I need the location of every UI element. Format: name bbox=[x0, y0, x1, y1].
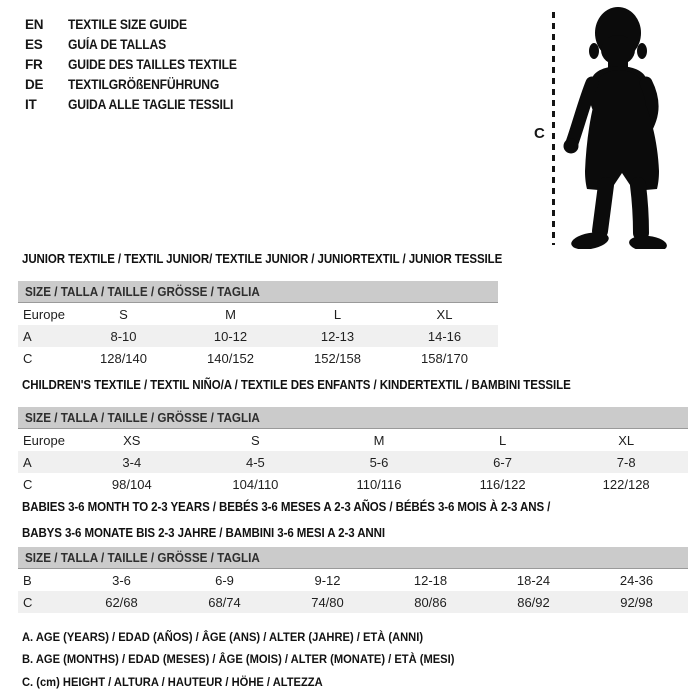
table-row bbox=[18, 347, 498, 369]
section-title-babies bbox=[22, 493, 609, 545]
table-row bbox=[18, 325, 498, 347]
legend-line-a bbox=[22, 626, 502, 648]
age-cell: 6-9 bbox=[215, 572, 234, 588]
size-cell: L bbox=[333, 306, 342, 322]
language-list bbox=[25, 15, 256, 114]
section-title-text: CHILDREN'S TEXTILE / TEXTIL NIÑO/A / TEXTILE DES ENFANTS / KINDERTEXTIL / BAMBINI TESSILE bbox=[22, 377, 571, 392]
table-header-bar bbox=[18, 547, 688, 569]
size-cell: L bbox=[498, 432, 507, 448]
table-row bbox=[18, 569, 688, 591]
table-header-text: SIZE / TALLA / TAILLE / GRÖSSE / TAGLIA bbox=[25, 284, 260, 299]
babies-size-table bbox=[18, 547, 688, 613]
lang-code: FR bbox=[25, 56, 43, 72]
height-cell: 152/158 bbox=[314, 350, 361, 366]
age-cell: 12-13 bbox=[320, 328, 355, 344]
size-cell: M bbox=[225, 306, 236, 322]
height-cell: 92/98 bbox=[620, 594, 653, 610]
section-title-text: BABYS 3-6 MONATE BIS 2-3 JAHRE / BAMBINI 3-6 MESI A 2-3 ANNI bbox=[22, 524, 385, 540]
height-cell: 110/116 bbox=[356, 476, 402, 492]
lang-code: ES bbox=[25, 37, 43, 53]
age-cell: 8-10 bbox=[110, 328, 137, 344]
size-cell: S bbox=[119, 306, 128, 322]
height-cell: 116/122 bbox=[479, 476, 526, 492]
row-label: C bbox=[23, 594, 33, 610]
section-title-junior bbox=[22, 251, 556, 266]
table-row bbox=[18, 303, 498, 325]
size-cell: S bbox=[251, 432, 260, 448]
height-cell: 104/110 bbox=[232, 476, 279, 492]
lang-row-en bbox=[25, 15, 256, 35]
lang-code: EN bbox=[25, 17, 44, 33]
size-cell: XL bbox=[436, 306, 453, 322]
row-label: C bbox=[23, 476, 33, 492]
baby-silhouette bbox=[562, 5, 682, 249]
age-cell: 3-6 bbox=[112, 572, 131, 588]
legend-line-c bbox=[22, 671, 502, 693]
lang-row-de bbox=[25, 74, 256, 94]
height-cell: 98/104 bbox=[111, 476, 152, 492]
lang-label: GUIDE DES TAILLES TEXTILE bbox=[68, 56, 237, 72]
height-measure-dotted-line bbox=[552, 12, 555, 245]
height-cell: 128/140 bbox=[100, 350, 147, 366]
junior-size-table bbox=[18, 281, 498, 369]
table-header-bar bbox=[18, 407, 688, 429]
row-label: Europe bbox=[23, 306, 65, 322]
legend-text: C. (cm) HEIGHT / ALTURA / HAUTEUR / HÖHE / ALTEZZA bbox=[22, 674, 323, 689]
height-cell: 68/74 bbox=[208, 594, 241, 610]
height-cell: 80/86 bbox=[414, 594, 447, 610]
height-cell: 62/68 bbox=[105, 594, 138, 610]
lang-label: TEXTILE SIZE GUIDE bbox=[68, 17, 187, 33]
size-cell: XL bbox=[618, 432, 635, 448]
table-header-bar bbox=[18, 281, 498, 303]
height-cell: 158/170 bbox=[421, 350, 468, 366]
lang-label: TEXTILGRÖßENFÜHRUNG bbox=[68, 76, 220, 92]
age-cell: 14-16 bbox=[427, 328, 462, 344]
age-cell: 6-7 bbox=[493, 454, 512, 470]
lang-label: GUIDA ALLE TAGLIE TESSILI bbox=[68, 96, 234, 112]
age-cell: 5-6 bbox=[369, 454, 389, 470]
legend-text: A. AGE (YEARS) / EDAD (AÑOS) / ÂGE (ANS) / ALTER (JAHRE) / ETÀ (ANNI) bbox=[22, 630, 424, 645]
size-cell: M bbox=[373, 432, 385, 448]
measure-label-c: C bbox=[534, 125, 545, 142]
row-label: Europe bbox=[23, 432, 65, 448]
table-header-text: SIZE / TALLA / TAILLE / GRÖSSE / TAGLIA bbox=[25, 550, 260, 565]
size-cell: XS bbox=[123, 432, 141, 448]
lang-row-es bbox=[25, 35, 256, 55]
height-cell: 140/152 bbox=[207, 350, 254, 366]
row-label: A bbox=[23, 454, 32, 470]
age-cell: 18-24 bbox=[516, 572, 551, 588]
age-cell: 9-12 bbox=[314, 572, 341, 588]
row-label: A bbox=[23, 328, 32, 344]
age-cell: 3-4 bbox=[122, 454, 142, 470]
lang-row-fr bbox=[25, 55, 256, 75]
age-cell: 7-8 bbox=[616, 454, 636, 470]
table-row bbox=[18, 591, 688, 613]
table-row bbox=[18, 429, 688, 451]
lang-code: DE bbox=[25, 76, 44, 92]
lang-code: IT bbox=[25, 96, 37, 112]
row-label: B bbox=[23, 572, 32, 588]
lang-label: GUÍA DE TALLAS bbox=[68, 37, 167, 53]
age-cell: 12-18 bbox=[413, 572, 448, 588]
table-row bbox=[18, 473, 688, 495]
section-title-children bbox=[22, 377, 632, 392]
section-title-text: BABIES 3-6 MONTH TO 2-3 YEARS / BEBÉS 3-6 MESES A 2-3 AÑOS / BÉBÉS 3-6 MOIS À 2-3 ANS / bbox=[22, 498, 551, 514]
height-cell: 74/80 bbox=[311, 594, 344, 610]
table-row bbox=[18, 451, 688, 473]
lang-row-it bbox=[25, 94, 256, 114]
legend bbox=[22, 626, 502, 693]
height-cell: 122/128 bbox=[602, 476, 650, 492]
age-cell: 4-5 bbox=[245, 454, 265, 470]
children-size-table bbox=[18, 407, 688, 495]
legend-line-b bbox=[22, 648, 502, 670]
age-cell: 10-12 bbox=[213, 328, 248, 344]
row-label: C bbox=[23, 350, 33, 366]
height-cell: 86/92 bbox=[517, 594, 550, 610]
age-cell: 24-36 bbox=[619, 572, 654, 588]
table-header-text: SIZE / TALLA / TAILLE / GRÖSSE / TAGLIA bbox=[25, 410, 260, 425]
legend-text: B. AGE (MONTHS) / EDAD (MESES) / ÂGE (MOIS) / ALTER (MONATE) / ETÀ (MESI) bbox=[22, 652, 455, 667]
section-title-text: JUNIOR TEXTILE / TEXTIL JUNIOR/ TEXTILE JUNIOR / JUNIORTEXTIL / JUNIOR TESSILE bbox=[22, 251, 503, 266]
